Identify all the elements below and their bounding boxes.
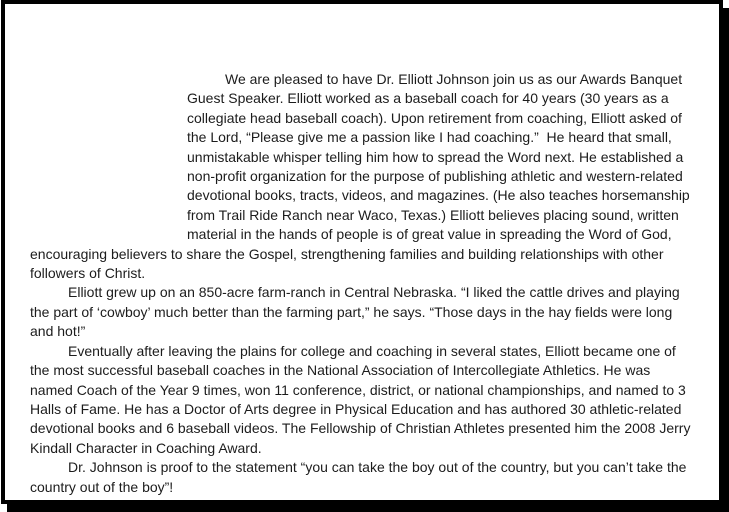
paragraph-farm-ranch: Elliott grew up on an 850-acre farm-ranch in Central Nebraska. “I liked the cattle drives and playing the part of ‘cowboy’ much better than the farming part,” he says. “Those days in the hay fields were long and hot!” [30,284,684,340]
paragraph-coaching-career: Eventually after leaving the plains for college and coaching in several states, Elliott became one of the most successful baseball coaches in the National Association of Intercollegiate Athletics. He was named Coach of the Year 9 times, won 11 conference, district, or national championships, and named to 3 Halls of Fame. He has a Doctor of Arts degree in Physical Education and has authored 30 athletic-related devotional books and 6 baseball videos. The Fellowship of Christian Athletes presented him the 2008 Jerry Kindall Character in Coaching Award. [30,342,695,456]
photo-wrap-spacer [30,70,187,226]
paragraph-closing-quote: Dr. Johnson is proof to the statement “you can take the boy out of the country, but you can’t take the country out of the boy”! [30,459,691,495]
document-page [1,0,723,504]
document-body [5,4,719,500]
paragraph-speaker-intro: We are pleased to have Dr. Elliott Johnson join us as our Awards Banquet Guest Speaker. Elliott worked as a baseball coach for 40 years (30 years as a collegiate head baseball coach). Upon retirement from coaching, Elliott asked of the Lord, “Please give me a passion like I had coaching.” He heard that small, unmistakable whisper telling him how to spread the Word next. He established a non-profit organization for the purpose of publishing athletic and western-related devotional books, tracts, videos, and magazines. (He also teaches horsemanship from Trail Ride Ranch near Waco, Texas.) Elliott believes placing sound, written material in the hands of people is of great value in spreading the Word of God, encouraging believers to share the Gospel, strengthening families and building relationships with other followers of Christ. [30,71,694,282]
